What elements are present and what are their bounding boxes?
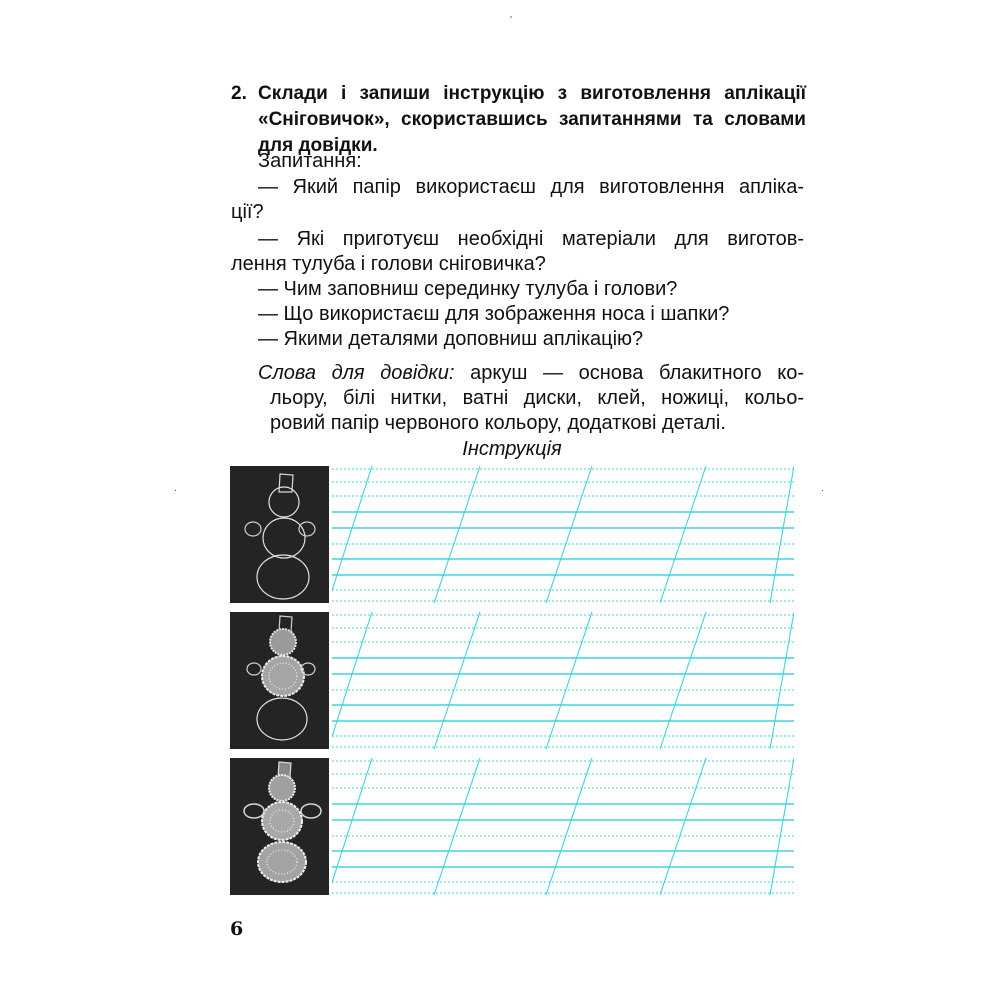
page-number: 6 <box>230 918 244 940</box>
slant-line <box>332 612 372 749</box>
task-text: Склади і запиши інструкцію з виготовлення аплікації «Сніговичок», скориставшись запитаннями та словами для довідки. <box>258 83 806 156</box>
snowman-partly-filled-icon <box>230 612 329 749</box>
question-4: — Що використаєш для зображення носа і шапки? <box>258 303 730 325</box>
slant-line <box>660 758 706 895</box>
slant-line <box>660 612 706 749</box>
question-2-line-1: — Які приготуєш необхідні матеріали для виготов- <box>258 228 804 250</box>
task-statement <box>231 81 806 159</box>
question-1-line-2: ції? <box>231 201 264 223</box>
snowman-photo-step-2 <box>230 612 329 749</box>
crop-mark-right: . <box>821 483 824 494</box>
slant-line <box>660 466 706 603</box>
question-5: — Якими деталями доповниш аплікацію? <box>258 328 644 350</box>
slant-line <box>332 466 372 603</box>
snowman-filled-icon <box>230 758 329 895</box>
slant-line <box>770 612 794 749</box>
slant-line <box>434 758 480 895</box>
question-3: — Чим заповниш серединку тулуба і голови? <box>258 278 678 300</box>
slant-line <box>546 758 592 895</box>
writing-lines-block-1[interactable] <box>332 466 794 603</box>
slant-line <box>434 466 480 603</box>
words-line-1 <box>258 361 804 386</box>
task-number: 2. <box>231 83 247 104</box>
words-line-1-rest: аркуш — основа блакитного ко- <box>470 362 804 384</box>
words-line-2: льору, білі нитки, ватні диски, клей, ножиці, кольо- <box>270 387 804 409</box>
crop-mark-top: ' <box>510 15 512 26</box>
words-label: Слова для довідки: <box>258 362 455 384</box>
slant-line <box>770 466 794 603</box>
question-2-line-2: лення тулуба і голови сніговичка? <box>231 253 546 275</box>
slant-line <box>332 758 372 895</box>
slant-line <box>770 758 794 895</box>
crop-mark-left: . <box>174 483 177 494</box>
snowman-photo-step-1 <box>230 466 329 603</box>
question-1-line-1: — Який папір використаєш для виготовлення апліка- <box>258 176 804 198</box>
instruction-title: Інструкція <box>462 438 562 460</box>
slant-line <box>546 612 592 749</box>
snowman-outline-icon <box>230 466 329 603</box>
writing-lines-block-2[interactable] <box>332 612 794 749</box>
questions-heading: Запитання: <box>258 150 362 172</box>
slant-line <box>434 612 480 749</box>
slant-line <box>546 466 592 603</box>
words-line-3: ровий папір червоного кольору, додаткові деталі. <box>270 412 726 434</box>
writing-lines-block-3[interactable] <box>332 758 794 895</box>
snowman-photo-step-3 <box>230 758 329 895</box>
